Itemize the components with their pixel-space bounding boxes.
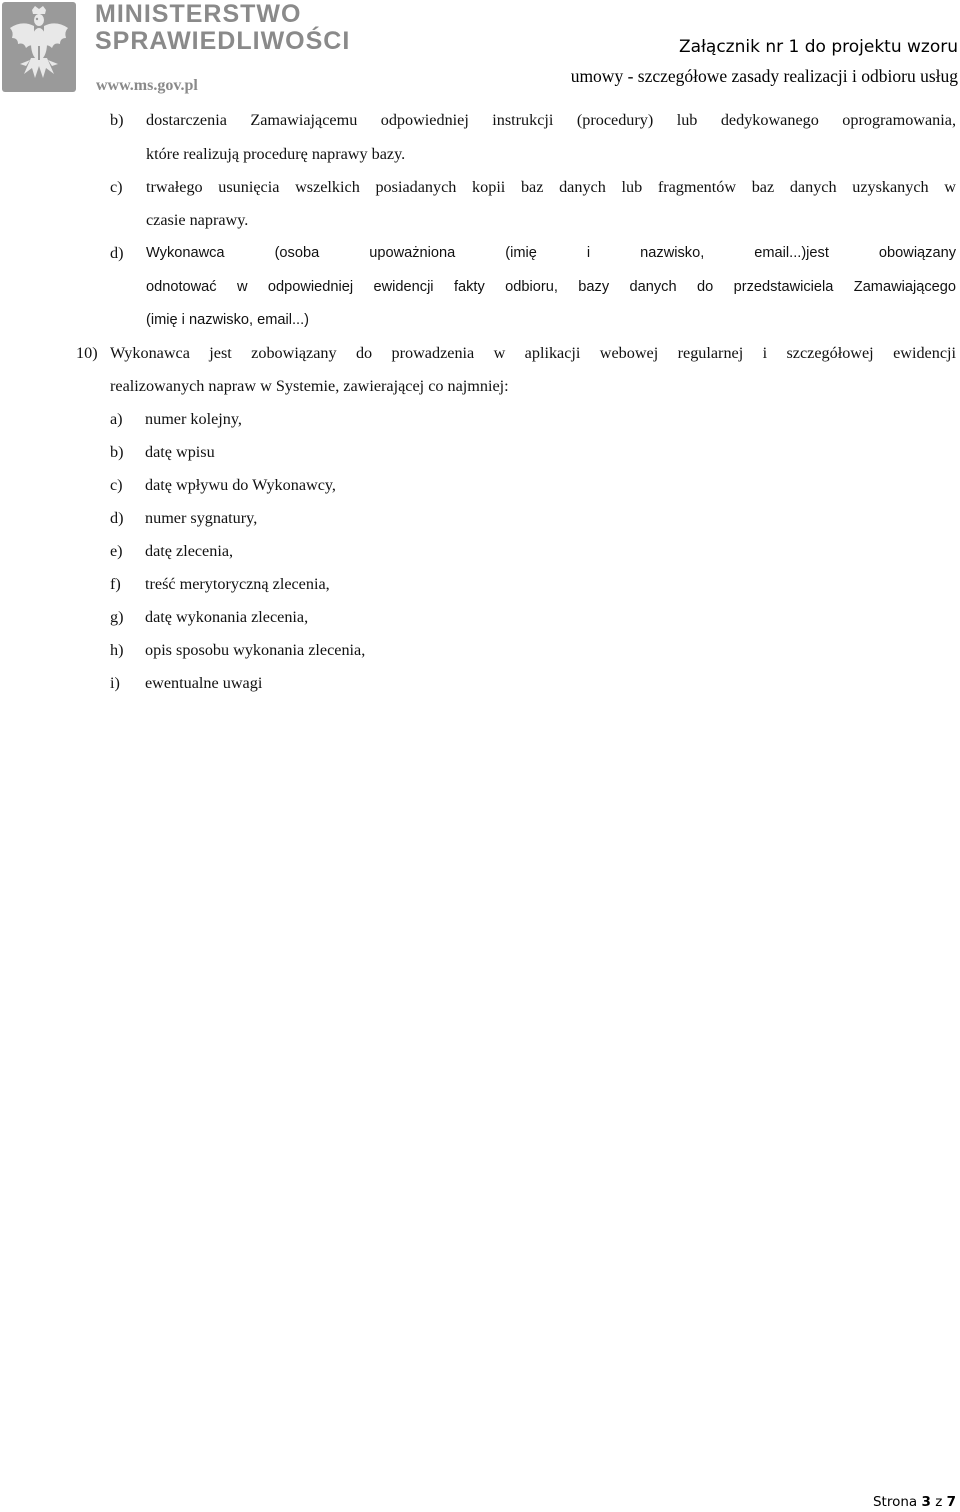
- eagle-emblem-icon: [2, 2, 76, 92]
- item-label: b): [110, 111, 124, 129]
- item-text-line: dostarczenia Zamawiającemu odpowiedniej instrukcji (procedury) lub dedykowanego oprogramowania,: [146, 111, 956, 129]
- item-text-line: odnotować w odpowiedniej ewidencji fakty odbioru, bazy danych do przedstawiciela Zamawiającego: [146, 279, 956, 295]
- item-text: numer kolejny,: [145, 410, 242, 428]
- item-label: i): [110, 674, 120, 692]
- item-text: datę wykonania zlecenia,: [145, 608, 309, 626]
- paragraph-text-line: realizowanych napraw w Systemie, zawierającej co najmniej:: [110, 377, 509, 395]
- item-label: d): [110, 244, 124, 262]
- item-label: c): [110, 178, 123, 196]
- item-label: b): [110, 443, 124, 461]
- item-text: treść merytoryczną zlecenia,: [145, 575, 330, 593]
- item-text: datę wpisu: [145, 443, 215, 461]
- item-label: g): [110, 608, 124, 626]
- attachment-subtitle: umowy - szczegółowe zasady realizacji i odbioru usług: [570, 66, 958, 86]
- page-header: [0, 0, 960, 100]
- item-label: h): [110, 641, 124, 659]
- item-label: c): [110, 476, 123, 494]
- page-number-separator: z: [935, 1494, 943, 1510]
- item-text-line: czasie naprawy.: [146, 211, 249, 229]
- item-label: e): [110, 542, 123, 560]
- item-text: datę zlecenia,: [145, 542, 234, 560]
- item-text: numer sygnatury,: [145, 509, 258, 527]
- item-text-line: Wykonawca (osoba upoważniona (imię i nazwisko, email...)jest obowiązany: [146, 245, 956, 261]
- page-number-current: 3: [921, 1494, 931, 1510]
- item-label: a): [110, 410, 123, 428]
- item-label: f): [110, 575, 121, 593]
- item-text-line: które realizują procedurę naprawy bazy.: [146, 145, 406, 163]
- item-text-line: (imię i nazwisko, email...): [146, 312, 309, 328]
- paragraph-text-line: Wykonawca jest zobowiązany do prowadzenia w aplikacji webowej regularnej i szczegółowej ewidencji: [110, 344, 956, 362]
- page-number-prefix: Strona: [872, 1494, 918, 1510]
- item-text: datę wpływu do Wykonawcy,: [145, 476, 336, 494]
- attachment-title: Załącznik nr 1 do projektu wzoru: [679, 37, 958, 57]
- page-number: [873, 1493, 956, 1511]
- item-text: opis sposobu wykonania zlecenia,: [145, 641, 366, 659]
- ministry-name-line2: SPRAWIEDLIWOŚCI: [95, 27, 351, 55]
- ministry-url: www.ms.gov.pl: [96, 77, 198, 94]
- item-label: d): [110, 509, 124, 527]
- paragraph-number: 10): [76, 344, 98, 362]
- ministry-name-line1: MINISTERSTWO: [95, 0, 302, 28]
- item-text: ewentualne uwagi: [145, 674, 263, 692]
- item-text-line: trwałego usunięcia wszelkich posiadanych kopii baz danych lub fragmentów baz danych uzyskanych w: [146, 178, 956, 196]
- page-number-total: 7: [946, 1494, 956, 1510]
